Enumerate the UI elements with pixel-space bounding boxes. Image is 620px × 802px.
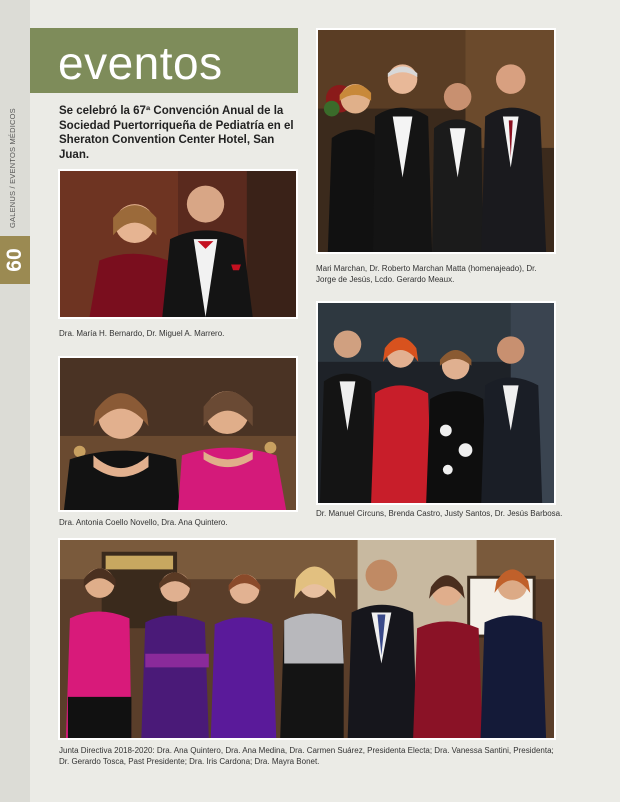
caption-photo-4: Dr. Manuel Circuns, Brenda Castro, Justy Santos, Dr. Jesús Barbosa. [316,509,563,518]
page-number: 60 [3,248,26,272]
photo-circuns-group [316,301,556,505]
photo-marchan-group [316,28,556,254]
photo-bernardo-marrero [58,169,298,319]
caption-photo-1: Mari Marchan, Dr. Roberto Marchan Matta (homenajeado), Dr. Jorge de Jesús, Lcdo. Gerardo Meaux. [316,264,537,284]
photo-junta-directiva [58,538,556,740]
page-title: eventos [58,37,223,89]
caption-photo-5: Junta Directiva 2018-2020: Dra. Ana Quintero, Dra. Ana Medina, Dra. Carmen Suárez, Presidenta Electa; Dra. Vanessa Santini, Presidenta; Dr. Gerardo Tosca, Past Presidente; Dra. Iris Cardona; Dra. Mayra Bonet. [59,746,554,766]
section-label: GALENUS / EVENTOS MÉDICOS [8,108,17,228]
caption-photo-3: Dra. Antonia Coello Novello, Dra. Ana Quintero. [59,518,228,527]
photo-novello-quintero [58,356,298,512]
headline: Se celebró la 67ª Convención Anual de la Sociedad Puertorriqueña de Pediatría en el Sheraton Convention Center Hotel, San Juan. [59,105,294,161]
caption-photo-2: Dra. María H. Bernardo, Dr. Miguel A. Marrero. [59,329,225,338]
